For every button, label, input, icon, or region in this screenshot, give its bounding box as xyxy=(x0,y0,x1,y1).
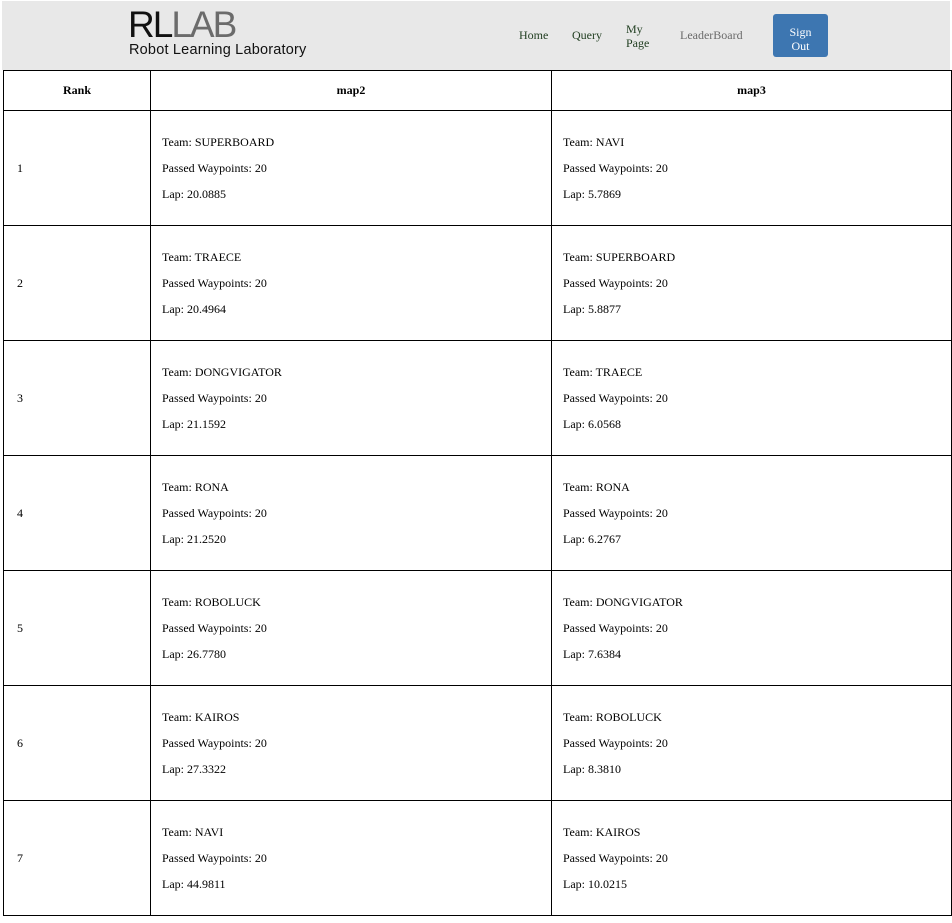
map2-entry-cell xyxy=(151,686,552,801)
team-name: Team: DONGVIGATOR xyxy=(563,595,683,609)
leaderboard-table xyxy=(3,70,952,916)
map3-entry-cell xyxy=(552,801,952,916)
rank-cell: 2 xyxy=(4,226,151,341)
team-name: Team: NAVI xyxy=(162,825,224,839)
table-row xyxy=(4,226,952,341)
table-row xyxy=(4,801,952,916)
lap-time: Lap: 27.3322 xyxy=(162,762,226,776)
column-header-rank: Rank xyxy=(4,71,151,111)
passed-waypoints: Passed Waypoints: 20 xyxy=(162,851,267,865)
lap-time: Lap: 26.7780 xyxy=(162,647,226,661)
team-name: Team: RONA xyxy=(162,480,229,494)
map2-entry-cell xyxy=(151,801,552,916)
lap-time: Lap: 7.6384 xyxy=(563,647,621,661)
sign-out-button[interactable]: Sign Out xyxy=(773,14,828,57)
passed-waypoints: Passed Waypoints: 20 xyxy=(162,391,267,405)
table-row xyxy=(4,341,952,456)
table-row xyxy=(4,456,952,571)
passed-waypoints: Passed Waypoints: 20 xyxy=(563,161,668,175)
team-name: Team: DONGVIGATOR xyxy=(162,365,282,379)
lap-time: Lap: 6.2767 xyxy=(563,532,621,546)
column-header-map2: map2 xyxy=(151,71,552,111)
passed-waypoints: Passed Waypoints: 20 xyxy=(563,736,668,750)
team-name: Team: SUPERBOARD xyxy=(563,250,676,264)
passed-waypoints: Passed Waypoints: 20 xyxy=(563,276,668,290)
passed-waypoints: Passed Waypoints: 20 xyxy=(162,161,267,175)
lap-time: Lap: 8.3810 xyxy=(563,762,621,776)
table-row xyxy=(4,686,952,801)
table-row xyxy=(4,571,952,686)
lap-time: Lap: 21.1592 xyxy=(162,417,226,431)
passed-waypoints: Passed Waypoints: 20 xyxy=(162,506,267,520)
lap-time: Lap: 21.2520 xyxy=(162,532,226,546)
column-header-map3: map3 xyxy=(552,71,952,111)
team-name: Team: RONA xyxy=(563,480,630,494)
map3-entry-cell xyxy=(552,456,952,571)
map3-entry-cell xyxy=(552,226,952,341)
lap-time: Lap: 10.0215 xyxy=(563,877,627,891)
team-name: Team: ROBOLUCK xyxy=(162,595,261,609)
leaderboard-body xyxy=(4,111,952,916)
logo-subtitle: Robot Learning Laboratory xyxy=(129,42,307,58)
lap-time: Lap: 5.7869 xyxy=(563,187,621,201)
nav-my-page-link[interactable]: My Page xyxy=(626,22,650,50)
map3-entry-cell xyxy=(552,111,952,226)
nav-home-link[interactable]: Home xyxy=(519,28,549,42)
rank-cell: 1 xyxy=(4,111,151,226)
team-name: Team: NAVI xyxy=(563,135,625,149)
lap-time: Lap: 6.0568 xyxy=(563,417,621,431)
lap-time: Lap: 5.8877 xyxy=(563,302,621,316)
logo-mark: RLLAB xyxy=(128,4,236,45)
team-name: Team: ROBOLUCK xyxy=(563,710,662,724)
map2-entry-cell xyxy=(151,341,552,456)
passed-waypoints: Passed Waypoints: 20 xyxy=(162,276,267,290)
lap-time: Lap: 20.0885 xyxy=(162,187,226,201)
lap-time: Lap: 20.4964 xyxy=(162,302,226,316)
nav-leaderboard-link[interactable]: LeaderBoard xyxy=(680,28,743,42)
table-row xyxy=(4,111,952,226)
top-navbar xyxy=(2,1,950,70)
table-header-row xyxy=(4,71,952,111)
team-name: Team: SUPERBOARD xyxy=(162,135,275,149)
rank-cell: 7 xyxy=(4,801,151,916)
passed-waypoints: Passed Waypoints: 20 xyxy=(563,391,668,405)
rank-cell: 5 xyxy=(4,571,151,686)
map3-entry-cell xyxy=(552,571,952,686)
team-name: Team: TRAECE xyxy=(563,365,643,379)
map2-entry-cell xyxy=(151,226,552,341)
rllab-logo[interactable] xyxy=(128,4,308,61)
map3-entry-cell xyxy=(552,341,952,456)
team-name: Team: KAIROS xyxy=(162,710,240,724)
nav-query-link[interactable]: Query xyxy=(572,28,602,42)
team-name: Team: KAIROS xyxy=(563,825,641,839)
map2-entry-cell xyxy=(151,571,552,686)
map2-entry-cell xyxy=(151,111,552,226)
passed-waypoints: Passed Waypoints: 20 xyxy=(162,621,267,635)
passed-waypoints: Passed Waypoints: 20 xyxy=(563,621,668,635)
team-name: Team: TRAECE xyxy=(162,250,242,264)
rank-cell: 4 xyxy=(4,456,151,571)
map2-entry-cell xyxy=(151,456,552,571)
lap-time: Lap: 44.9811 xyxy=(162,877,226,891)
passed-waypoints: Passed Waypoints: 20 xyxy=(563,506,668,520)
map3-entry-cell xyxy=(552,686,952,801)
passed-waypoints: Passed Waypoints: 20 xyxy=(563,851,668,865)
rank-cell: 3 xyxy=(4,341,151,456)
passed-waypoints: Passed Waypoints: 20 xyxy=(162,736,267,750)
rank-cell: 6 xyxy=(4,686,151,801)
